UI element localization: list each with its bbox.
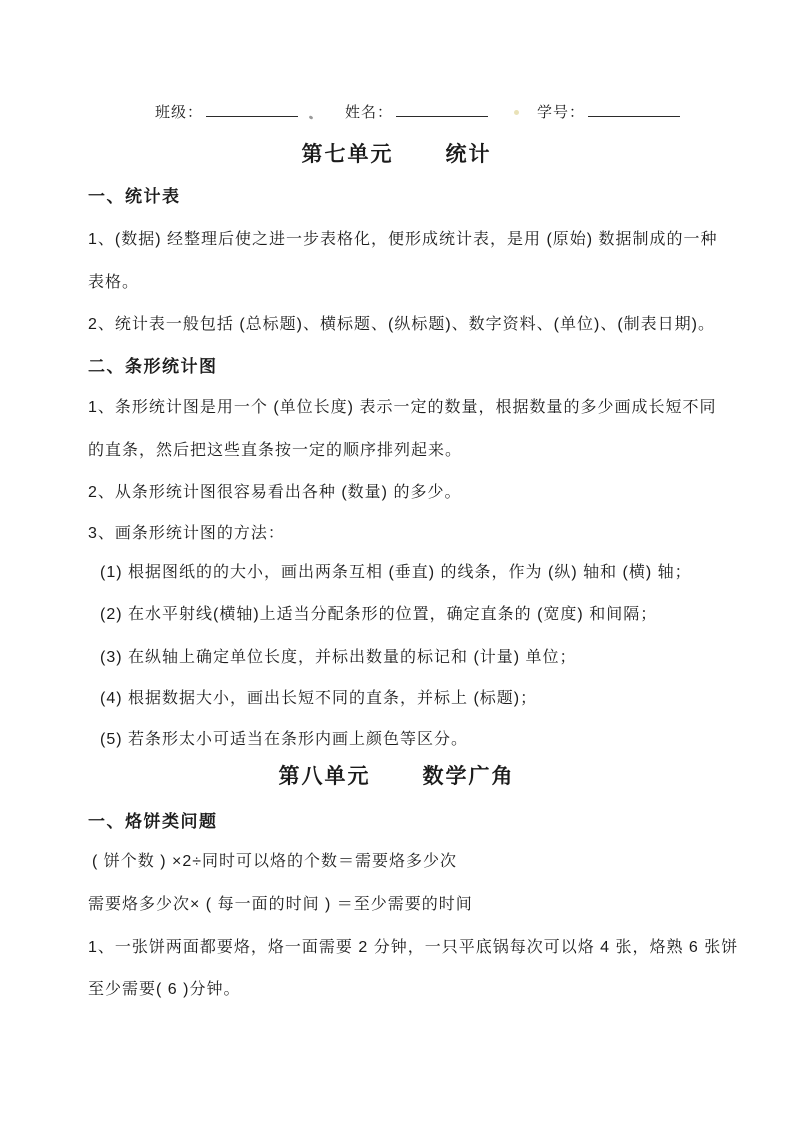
paragraph-line: 1、一张饼两面都要烙，烙一面需要 2 分钟，一只平底锅每次可以烙 4 张，烙熟 6 张饼 (88, 939, 739, 956)
section-heading-pancake-problem: 一、烙饼类问题 (88, 812, 218, 831)
unit7-title (0, 143, 793, 167)
unit8-name: 数学广角 (422, 765, 515, 788)
method-item: (1) 根据图纸的的大小，画出两条互相 (垂直) 的线条，作为 (纵) 轴和 (横) 轴； (100, 564, 692, 581)
method-item: (2) 在水平射线(横轴)上适当分配条形的位置，确定直条的 (宽度) 和间隔； (100, 606, 658, 623)
paragraph-line: 3、画条形统计图的方法： (88, 525, 285, 542)
class-field (155, 103, 298, 122)
paragraph-line: 表格。 (88, 274, 140, 291)
paragraph-line: 2、统计表一般包括 (总标题)、横标题、(纵标题)、数字资料、(单位)、(制表日期)。 (88, 316, 715, 333)
method-item: (3) 在纵轴上确定单位长度，并标出数量的标记和 (计量) 单位； (100, 649, 577, 666)
unit8-title (0, 765, 793, 789)
section-heading-bar-chart: 二、条形统计图 (88, 357, 218, 376)
paragraph-line: 1、条形统计图是用一个 (单位长度) 表示一定的数量，根据数量的多少画成长短不同 (88, 399, 717, 416)
formula-line: 需要烙多少次× ( 每一面的时间 ) ＝至少需要的时间 (88, 896, 473, 913)
unit7-number: 第七单元 (301, 143, 394, 166)
class-blank-line (206, 103, 298, 117)
smudge-dot (514, 110, 519, 115)
paragraph-line: 至少需要( 6 )分钟。 (88, 981, 241, 998)
paragraph-line: 的直条，然后把这些直条按一定的顺序排列起来。 (88, 442, 463, 459)
name-label: 姓名： (345, 104, 394, 121)
formula-line: ( 饼个数 ) ×2÷同时可以烙的个数＝需要烙多少次 (92, 853, 458, 870)
smudge-dot (309, 115, 314, 120)
paragraph-line: 2、从条形统计图很容易看出各种 (数量) 的多少。 (88, 484, 462, 501)
unit7-name: 统计 (445, 143, 492, 166)
student-number-label: 学号： (537, 104, 586, 121)
class-label: 班级： (155, 104, 204, 121)
student-number-field (537, 103, 680, 122)
section-heading-statistics-table: 一、统计表 (88, 187, 181, 206)
student-number-blank-line (588, 103, 680, 117)
name-field (345, 103, 488, 122)
unit8-number: 第八单元 (278, 765, 371, 788)
method-item: (4) 根据数据大小，画出长短不同的直条，并标上 (标题)； (100, 690, 538, 707)
name-blank-line (396, 103, 488, 117)
paragraph-line: 1、(数据) 经整理后使之进一步表格化，便形成统计表，是用 (原始) 数据制成的一种 (88, 231, 718, 248)
method-item: (5) 若条形太小可适当在条形内画上颜色等区分。 (100, 731, 469, 748)
